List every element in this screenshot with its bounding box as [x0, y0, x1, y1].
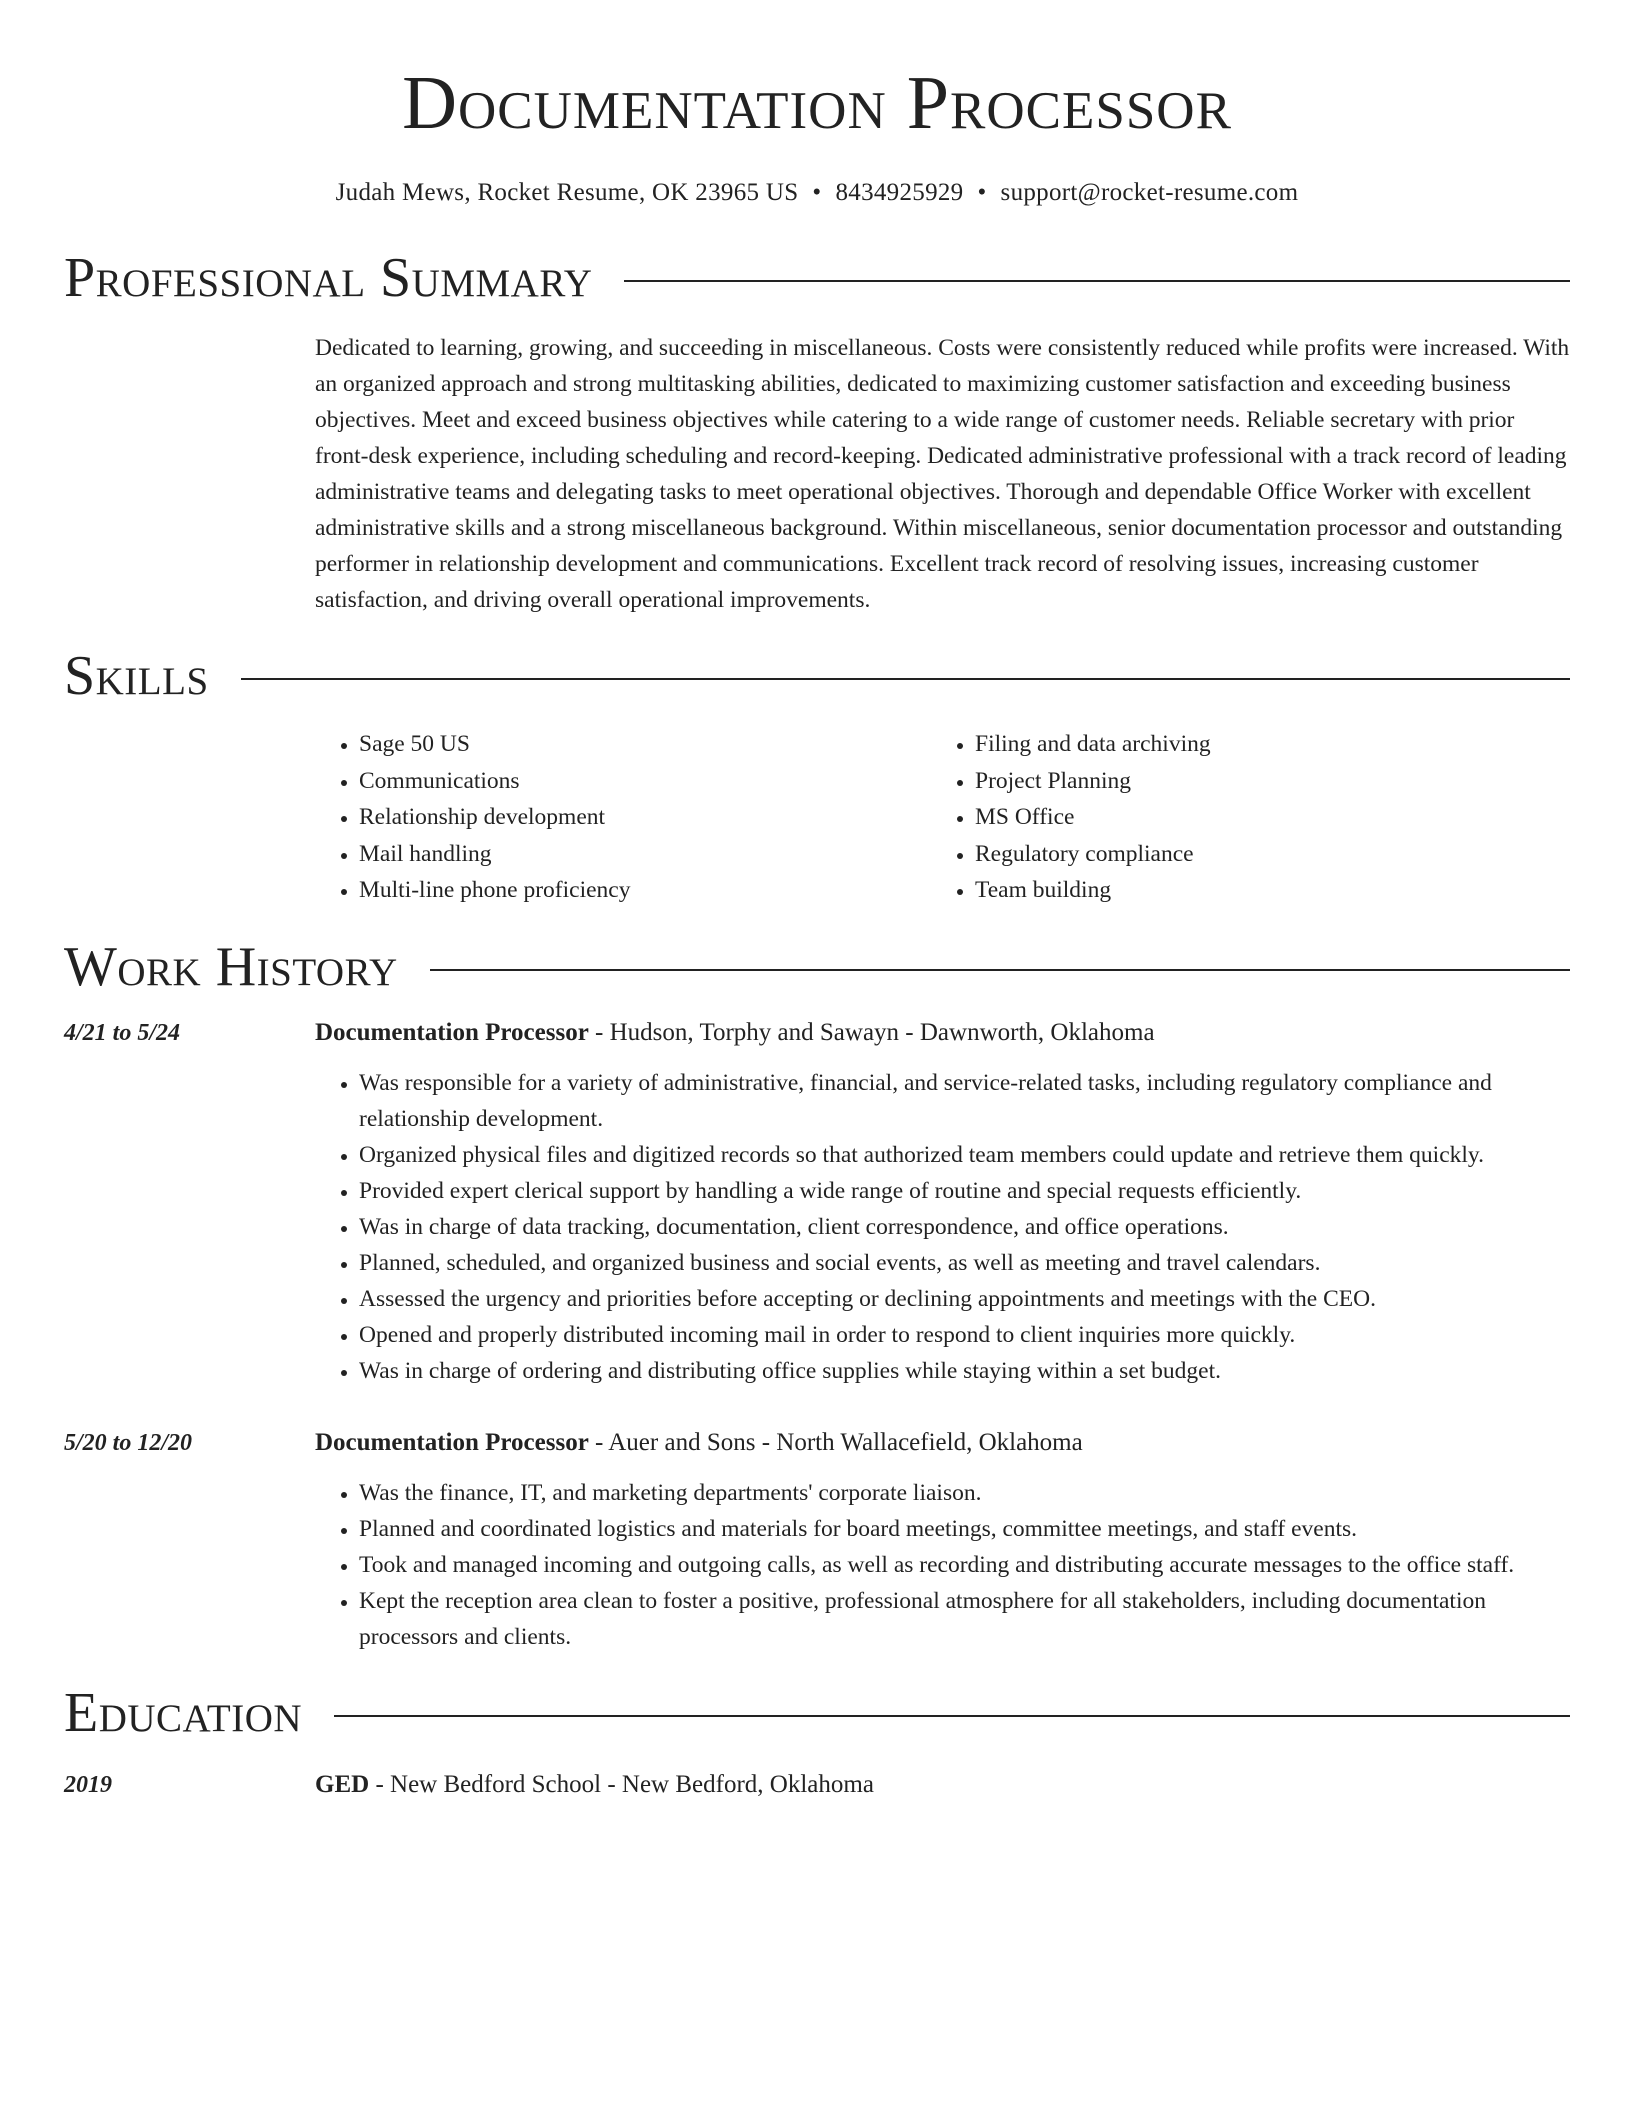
- skill-item: • Relationship development: [359, 799, 931, 836]
- job-bullet: • Was the finance, IT, and marketing departments' corporate liaison.: [359, 1475, 1570, 1511]
- job-bullet: • Opened and properly distributed incoming mail in order to respond to client inquiries more quickly.: [359, 1317, 1570, 1353]
- contact-line: [64, 176, 1570, 210]
- work-section-header: [64, 935, 1570, 999]
- education-section-header: [64, 1681, 1570, 1745]
- skills-list: [315, 726, 1570, 909]
- job-bullets: [315, 1065, 1570, 1389]
- job-bullet: • Was in charge of ordering and distributing office supplies while staying within a set budget.: [359, 1353, 1570, 1389]
- skill-item: • Mail handling: [359, 836, 931, 873]
- resume-title: Documentation Processor: [402, 61, 1232, 145]
- education-heading-line: [315, 1767, 1570, 1803]
- job-bullets: [315, 1475, 1570, 1655]
- summary-text: Dedicated to learning, growing, and succeeding in miscellaneous. Costs were consistently reduced while profits were increased. With an organized approach and strong multitasking abilities, dedicated to maximizing customer satisfaction and exceeding business objectives. Meet and exceed business objectives while catering to a wide range of customer needs. Reliable secretary with prior front-desk experience, including scheduling and record-keeping. Dedicated administrative professional with a track record of leading administrative teams and delegating tasks to meet operational objectives. Thorough and dependable Office Worker with excellent administrative skills and a strong miscellaneous background. Within miscellaneous, senior documentation processor and outstanding performer in relationship development and communications. Excellent track record of resolving issues, increasing customer satisfaction, and driving overall operational improvements.: [315, 335, 1570, 613]
- job-dates: 5/20 to 12/20: [64, 1429, 193, 1456]
- education-year: 2019: [64, 1771, 112, 1798]
- education-school: - New Bedford School - New Bedford, Oklahoma: [369, 1770, 874, 1798]
- work-heading: Work History: [64, 935, 398, 998]
- contact-separator: •: [977, 179, 987, 206]
- education-degree: GED: [315, 1770, 370, 1798]
- education-body: [315, 1767, 1570, 1803]
- section-rule: [334, 1715, 1570, 1717]
- skills-column-left: [315, 726, 931, 909]
- job-heading: [315, 1015, 1570, 1051]
- job-bullet: • Assessed the urgency and priorities before accepting or declining appointments and meetings with the CEO.: [359, 1281, 1570, 1317]
- skill-item: • MS Office: [975, 799, 1547, 836]
- summary-section-header: [64, 246, 1570, 310]
- skills-section-header: [64, 644, 1570, 708]
- job-company: - Auer and Sons - North Wallacefield, Oklahoma: [588, 1428, 1083, 1456]
- contact-phone: 8434925929: [835, 179, 964, 206]
- skills-column-right: [931, 726, 1547, 909]
- skill-item: • Multi-line phone proficiency: [359, 872, 931, 909]
- summary-heading: Professional Summary: [64, 247, 593, 309]
- skill-item: • Communications: [359, 763, 931, 800]
- skill-item: • Regulatory compliance: [975, 836, 1547, 873]
- contact-email: support@rocket-resume.com: [1000, 179, 1299, 206]
- job-bullet: • Planned, scheduled, and organized business and social events, as well as meeting and travel calendars.: [359, 1245, 1570, 1281]
- section-rule: [241, 678, 1570, 680]
- job-heading: [315, 1425, 1570, 1461]
- skills-heading: Skills: [64, 645, 209, 707]
- section-rule: [624, 280, 1570, 282]
- skill-item: • Sage 50 US: [359, 726, 931, 763]
- job-bullet: • Kept the reception area clean to foster a positive, professional atmosphere for all stakeholders, including documentation processors and clients.: [359, 1583, 1570, 1655]
- job-dates: 4/21 to 5/24: [64, 1019, 181, 1046]
- job-body: [315, 1425, 1570, 1655]
- job-bullet: • Organized physical files and digitized records so that authorized team members could update and retrieve them quickly.: [359, 1137, 1570, 1173]
- job-company: - Hudson, Torphy and Sawayn - Dawnworth, Oklahoma: [588, 1018, 1155, 1046]
- skill-item: • Project Planning: [975, 763, 1547, 800]
- job-entry: [64, 1015, 1570, 1389]
- job-title: Documentation Processor: [315, 1018, 589, 1046]
- job-bullet: • Was responsible for a variety of administrative, financial, and service-related tasks, including regulatory compliance and relationship development.: [359, 1065, 1570, 1137]
- skill-item: • Team building: [975, 872, 1547, 909]
- education-heading: Education: [64, 1681, 303, 1744]
- section-rule: [430, 969, 1570, 971]
- job-bullet: • Took and managed incoming and outgoing calls, as well as recording and distributing accurate messages to the office staff.: [359, 1547, 1570, 1583]
- contact-address: Judah Mews, Rocket Resume, OK 23965 US: [335, 179, 799, 206]
- job-bullet: • Was in charge of data tracking, documentation, client correspondence, and office operations.: [359, 1209, 1570, 1245]
- job-bullet: • Planned and coordinated logistics and materials for board meetings, committee meetings, and staff events.: [359, 1511, 1570, 1547]
- education-entry: [64, 1767, 1570, 1803]
- contact-separator: •: [812, 179, 822, 206]
- job-body: [315, 1015, 1570, 1389]
- job-bullet: • Provided expert clerical support by handling a wide range of routine and special requests efficiently.: [359, 1173, 1570, 1209]
- skill-item: • Filing and data archiving: [975, 726, 1547, 763]
- job-entry: [64, 1425, 1570, 1655]
- job-title: Documentation Processor: [315, 1428, 589, 1456]
